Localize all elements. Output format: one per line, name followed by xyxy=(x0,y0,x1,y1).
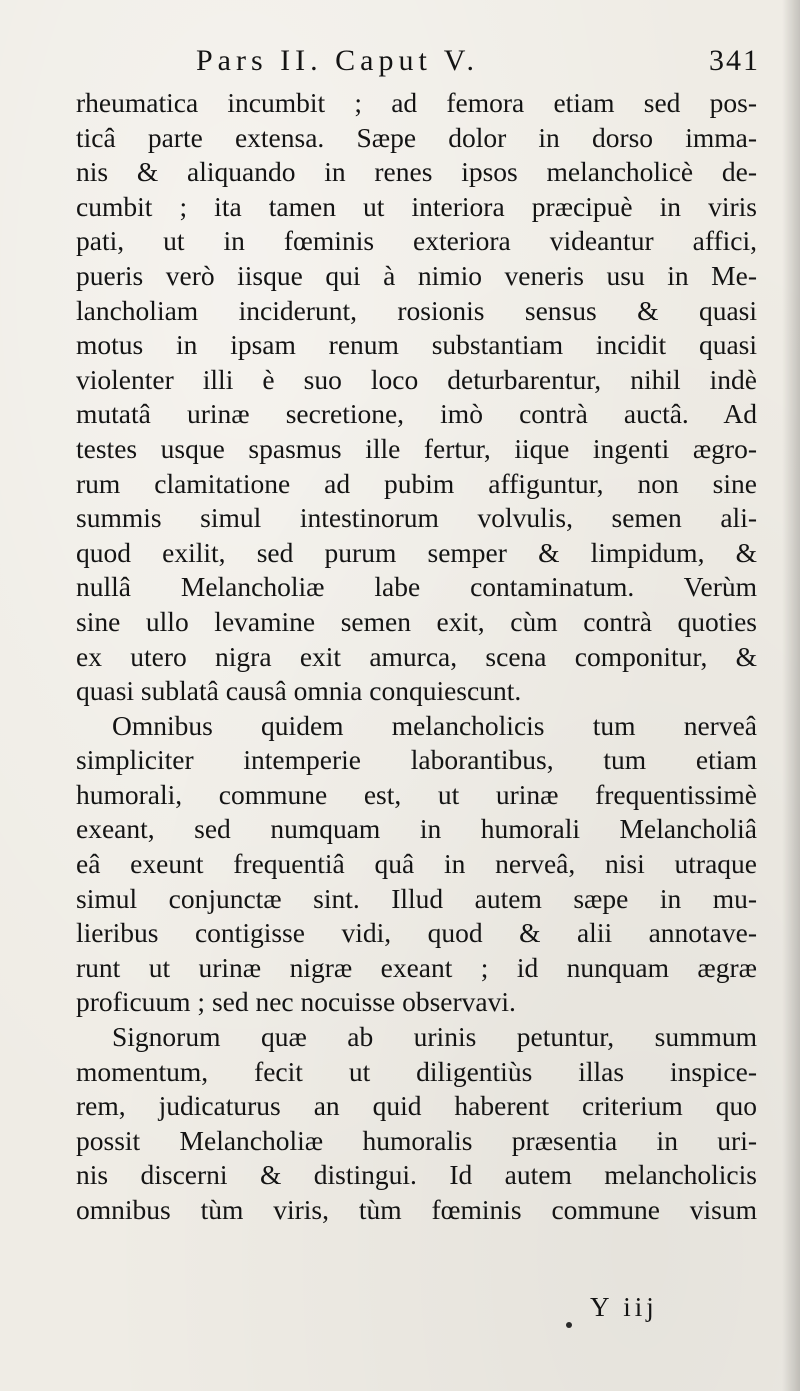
paragraph-1 xyxy=(76,86,757,709)
text-line: lieribus contigisse vidi, quod & alii annotave- xyxy=(76,917,757,949)
text-line: summis simul intestinorum volvulis, semen ali- xyxy=(76,502,757,534)
text-line: violenter illi è suo loco deturbarentur, nihil indè xyxy=(76,363,757,395)
signature-mark: Y iij xyxy=(590,1292,658,1322)
text-line: runt ut urinæ nigræ exeant ; id nunquam ægræ xyxy=(76,951,757,983)
ink-speck xyxy=(566,1322,572,1328)
text-line: rem, judicaturus an quid haberent criterium quo xyxy=(76,1090,757,1122)
text-line: simpliciter intemperie laborantibus, tum etiam xyxy=(76,744,757,776)
text-line: ex utero nigra exit amurca, scena componitur, & xyxy=(76,640,757,672)
page-number: 341 xyxy=(709,44,760,77)
text-line: lancholiam inciderunt, rosionis sensus & quasi xyxy=(76,294,757,326)
text-line: testes usque spasmus ille fertur, iique ingenti ægro- xyxy=(76,432,757,464)
text-line: omnibus tùm viris, tùm fœminis commune visum xyxy=(76,1194,757,1225)
text-line: pueris verò iisque qui à nimio veneris usu in Me- xyxy=(76,259,757,291)
text-line: ticâ parte extensa. Sæpe dolor in dorso imma- xyxy=(76,121,757,153)
text-line: sine ullo levamine semen exit, cùm contrà quoties xyxy=(76,605,757,637)
text-line: momentum, fecit ut diligentiùs illas inspice- xyxy=(76,1055,757,1087)
text-line: quod exilit, sed purum semper & limpidum, & xyxy=(76,536,757,568)
text-line: possit Melancholiæ humoralis præsentia in uri- xyxy=(76,1124,757,1156)
page-edge-shadow xyxy=(782,0,800,1391)
text-line: pati, ut in fœminis exteriora videantur affici, xyxy=(76,225,757,257)
text-line: simul conjunctæ sint. Illud autem sæpe in mu- xyxy=(76,882,757,914)
running-head-title: Pars II. Caput V. xyxy=(196,44,480,77)
text-line: proficuum ; sed nec nocuisse observavi. xyxy=(76,986,516,1018)
text-line: rheumatica incumbit ; ad femora etiam sed pos- xyxy=(76,87,757,118)
paragraph-2 xyxy=(76,709,757,1020)
text-line: Omnibus quidem melancholicis tum nerveâ xyxy=(112,709,757,741)
text-line: nullâ Melancholiæ labe contaminatum. Verùm xyxy=(76,571,757,603)
text-line: exeant, sed numquam in humorali Melancholiâ xyxy=(76,813,757,845)
text-line: nis & aliquando in renes ipsos melancholicè de- xyxy=(76,156,757,188)
text-line: cumbit ; ita tamen ut interiora præcipuè in viris xyxy=(76,190,757,222)
text-line: nis discerni & distingui. Id autem melancholicis xyxy=(76,1159,757,1191)
text-line: mutatâ urinæ secretione, imò contrà auctâ. Ad xyxy=(76,398,757,430)
text-line: motus in ipsam renum substantiam incidit quasi xyxy=(76,329,757,361)
text-line: humorali, commune est, ut urinæ frequentissimè xyxy=(76,778,757,810)
running-head xyxy=(78,40,768,86)
text-line: rum clamitatione ad pubim affiguntur, non sine xyxy=(76,467,757,499)
text-line: eâ exeunt frequentiâ quâ in nerveâ, nisi utraque xyxy=(76,848,757,880)
text-line: Signorum quæ ab urinis petuntur, summum xyxy=(112,1021,757,1053)
body-text xyxy=(76,86,757,1228)
paragraph-3 xyxy=(76,1020,757,1228)
text-line: quasi sublatâ causâ omnia conquiescunt. xyxy=(76,675,522,707)
